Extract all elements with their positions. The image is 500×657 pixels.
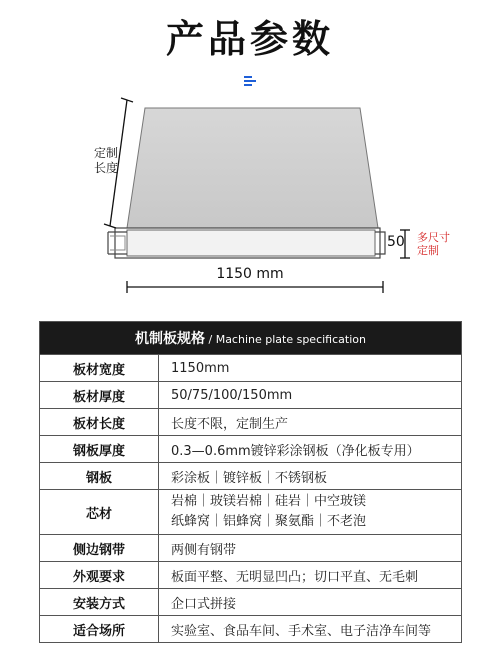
width-dimension [127,281,383,293]
panel-cross-section [108,228,385,258]
spec-table-header: 机制板规格 / Machine plate specification [40,322,462,355]
row-value: 50/75/100/150mm [159,382,462,409]
row-key: 芯材 [40,490,159,535]
row-value: 1150mm [159,355,462,382]
row-value: 长度不限，定制生产 [159,409,462,436]
table-row [40,490,462,535]
width-label: 1150 mm [216,266,284,282]
row-key: 板材宽度 [40,355,159,382]
size-note-label: 多尺寸 定制 [417,231,450,257]
row-value: 企口式拼接 [159,589,462,616]
table-row [40,409,462,436]
table-row [40,562,462,589]
row-key: 钢板厚度 [40,436,159,463]
page-title: 产品参数 [165,17,334,61]
row-value: 板面平整、无明显凹凸；切口平直、无毛刺 [159,562,462,589]
row-key: 外观要求 [40,562,159,589]
table-row [40,589,462,616]
table-row [40,382,462,409]
row-value: 实验室、食品车间、手术室、电子洁净车间等 [159,616,462,643]
row-value: 彩涂板｜镀锌板｜不锈钢板 [159,463,462,490]
row-value: 岩棉｜玻镁岩棉｜硅岩｜中空玻镁 纸蜂窝｜铝蜂窝｜聚氨酯｜不老泡 [159,490,462,535]
menu-lines-icon [244,76,256,88]
table-row [40,355,462,382]
row-key: 板材厚度 [40,382,159,409]
row-key: 板材长度 [40,409,159,436]
spec-table [39,321,462,643]
table-row [40,616,462,643]
table-row [40,535,462,562]
row-value: 两侧有钢带 [159,535,462,562]
row-key: 安装方式 [40,589,159,616]
height-value-label: 50 [387,234,405,250]
row-key: 钢板 [40,463,159,490]
row-key: 适合场所 [40,616,159,643]
table-row [40,463,462,490]
length-label: 定制 长度 [94,146,119,175]
row-value: 0.3—0.6mm镀锌彩涂钢板（净化板专用） [159,436,462,463]
row-key: 侧边钢带 [40,535,159,562]
panel-top-surface [127,108,378,228]
table-row [40,436,462,463]
